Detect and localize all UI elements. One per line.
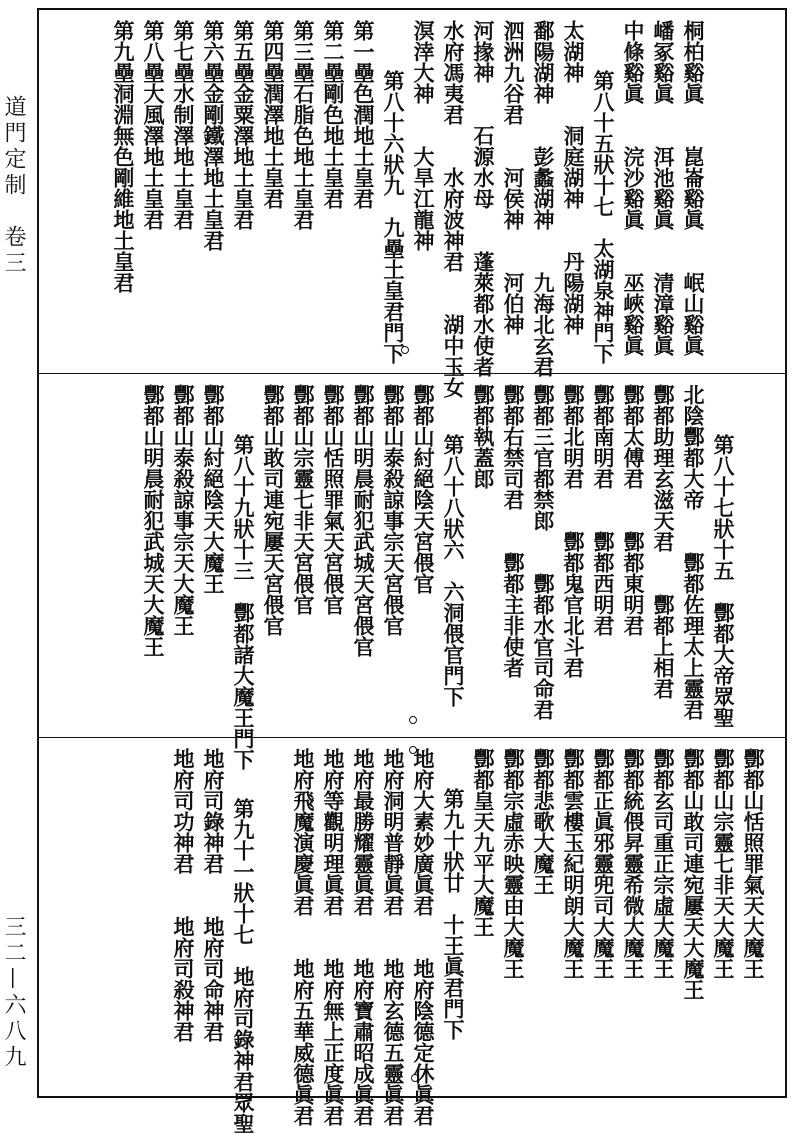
text-column: 第八十七狀十五 酆都大帝眾聖 [711,434,736,728]
text-column: 地府等觀明理眞君 地府無上正度眞君 [321,748,346,1126]
text-column: 第四壘潤澤地土皇君 [261,20,286,209]
text-column: 第七壘水制澤地土皇君 [171,20,196,230]
text-column: 第六壘金剛鐵澤地土皇君 [201,20,226,251]
text-column: 酆都玄司重正宗虛大魔王 [651,748,676,979]
text-column: 溟涬大神 大旱江龍神 [411,20,436,251]
text-column: 第八十八狀六 六洞偎官門下 [441,434,466,707]
text-column: 酆都山恬照罪氣天大魔王 [741,748,766,979]
text-column: 水府馮夷君 水府波神君 湖中玉女 [441,20,466,398]
text-column: 酆都助理玄滋天君 酆都上相君 [651,384,676,699]
margin-page-number: 三二—六八九 [1,915,26,1071]
text-column: 酆都山宗靈七非天大魔王 [711,748,736,979]
text-column: 酆都太傅君 酆都東明君 [621,384,646,636]
text-column: 泗洲九谷君 河侯神 河伯神 [501,20,526,335]
margin-book-title: 道門定制 卷三 [1,95,26,277]
text-column: 鄱陽湖神 彭蠡湖神 九海北玄君 [531,20,556,377]
text-column: 酆都山敢司連宛屢天宮偎官 [261,384,286,636]
text-column: 地府大素妙廣眞君 地府陰德定休眞君 [411,748,436,1126]
text-column: 第八十九狀十三 酆都諸大魔王門下 [231,434,256,770]
text-column: 酆都右禁司君 酆都主非使者 [501,384,526,678]
text-column: 酆都山宗靈七非天宮偎官 [291,384,316,615]
text-column: 第九壘洞淵無色剛維地土皇君 [111,20,136,293]
text-column: 酆都統偎昇靈希微大魔王 [621,748,646,979]
text-column: 酆都執蓋郎 [471,384,496,489]
text-column: 地府飛魔演慶眞君 地府五華威德眞君 [291,748,316,1126]
text-column: 酆都皇天九平大魔王 [471,748,496,937]
text-column: 河掾神 石源水母 蓬萊都水使者 [471,20,496,377]
text-column: 中條谿眞 浣沙谿眞 巫峽谿眞 [621,20,646,356]
text-column: 酆都山恬照罪氣天宮偎官 [321,384,346,615]
text-column: 酆都悲歌大魔王 [531,748,556,895]
text-column: 酆都山紂絕陰天大魔王 [201,384,226,594]
text-column: 酆都山明晨耐犯武城天宮偎官 [351,384,376,657]
text-column: 第五壘金粟澤地土皇君 [231,20,256,230]
text-column: 酆都山明晨耐犯武城天大魔王 [141,384,166,657]
text-column: 酆都山泰殺諒事宗天宮偎官 [381,384,406,636]
text-column: 酆都南明君 酆都西明君 [591,384,616,636]
text-column: 酆都山紂絕陰天宮偎官 [411,384,436,594]
text-column: 酆都三官都禁郎 酆都水官司命君 [531,384,556,720]
text-column: 酆都宗虛赤映靈由大魔王 [501,748,526,979]
text-column: 嶓冢谿眞 洱池谿眞 清漳谿眞 [651,20,676,356]
text-column: 北陰酆都大帝 酆都佐理太上靈君 [681,384,706,720]
text-column: 酆都山泰殺諒事宗天大魔王 [171,384,196,636]
text-column: 第八壘大風澤地土皇君 [141,20,166,230]
text-column: 桐柏谿眞 崑崙谿眞 岷山谿眞 [681,20,706,356]
text-column: 第八十五狀十七 太湖泉神門下 [591,70,616,364]
panel-top [39,10,785,398]
page-frame [37,8,787,1134]
text-column: 太湖神 洞庭湖神 丹陽湖神 [561,20,586,335]
text-column: 第九十狀廿 十王眞君門下 [441,788,466,1040]
text-column: 地府司錄神君 地府司命神君 [201,748,226,1042]
panel-bottom [39,738,785,1134]
text-column: 酆都北明君 酆都鬼官北斗君 [561,384,586,678]
text-column: 酆都正眞邪靈兜司大魔王 [591,748,616,979]
text-column: 第九十一狀十七 地府司錄神君眾聖 [231,798,256,1134]
text-column: 地府洞明普靜眞君 地府玄德五靈眞君 [381,748,406,1126]
panel-middle [39,374,785,770]
text-column: 酆都雲樓玉紀明朗大魔王 [561,748,586,979]
text-column: 第八十六狀九 九壘土皇君門下 [381,70,406,364]
text-column: 第一壘色潤地土皇君 [351,20,376,209]
text-column: 地府最勝耀靈眞君 地府寶肅昭成眞君 [351,748,376,1126]
text-column: 第三壘石脂色地土皇君 [291,20,316,230]
circle-mark [409,716,417,724]
text-column: 第二壘剛色地土皇君 [321,20,346,209]
text-column: 酆都山敢司連宛屢天大魔王 [681,748,706,1000]
text-column: 地府司功神君 地府司殺神君 [171,748,196,1042]
